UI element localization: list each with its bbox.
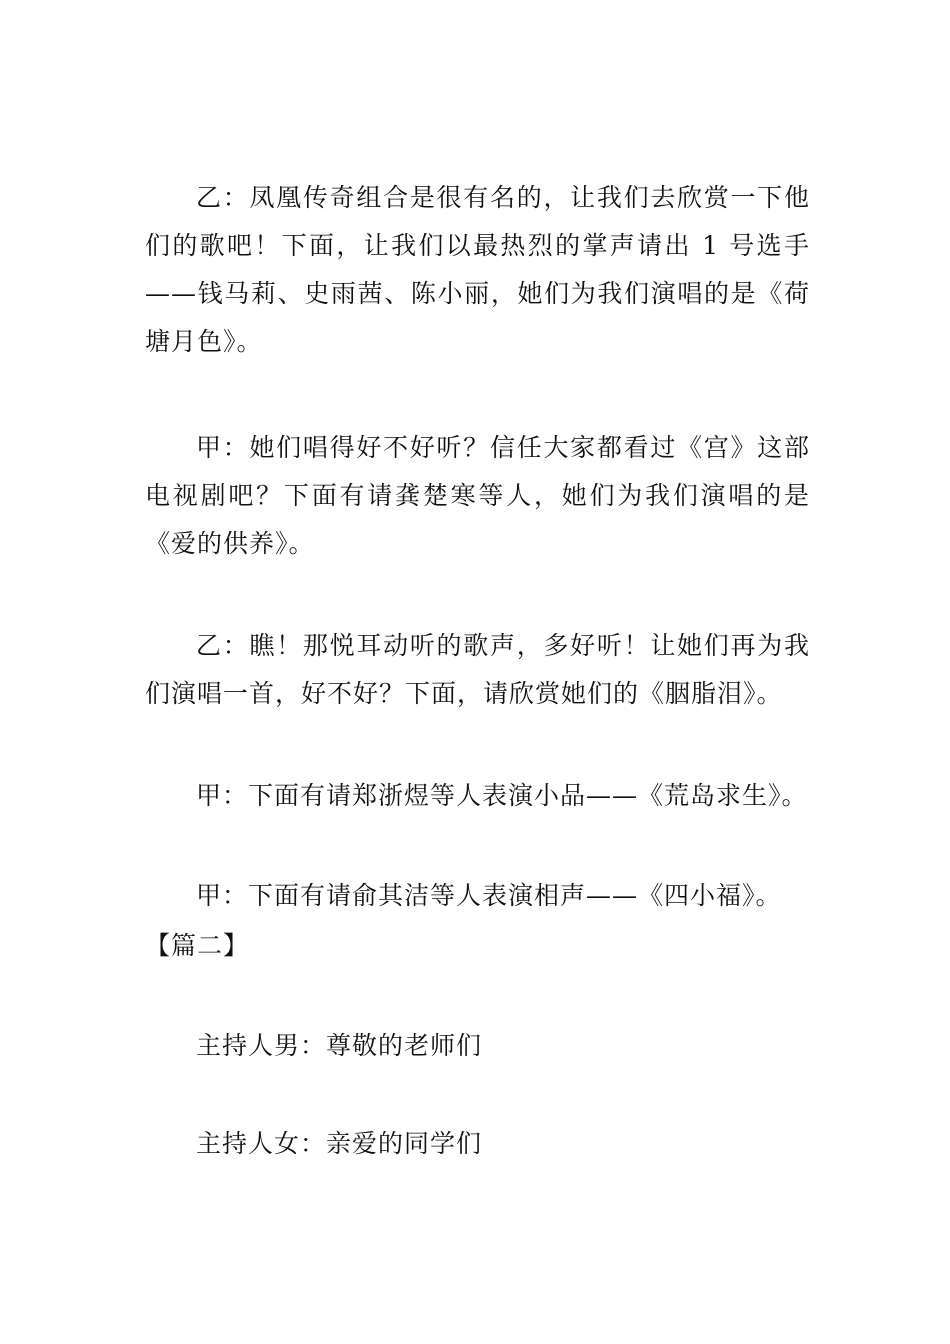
dialogue-paragraph: 主持人女：亲爱的同学们 — [196, 1129, 483, 1158]
dialogue-paragraph: 甲：下面有请俞其洁等人表演相声——《四小福》。 — [196, 881, 782, 910]
dialogue-paragraph: 乙：凤凰传奇组合是很有名的，让我们去欣赏一下他们的歌吧！下面，让我们以最热烈的掌声请出 1 号选手——钱马莉、史雨茜、陈小丽，她们为我们演唱的是《荷塘月色》。 — [145, 183, 810, 356]
dialogue-paragraph: 甲：下面有请郑浙煜等人表演小品——《荒岛求生》。 — [196, 781, 808, 810]
dialogue-paragraph: 主持人男：尊敬的老师们 — [196, 1031, 483, 1060]
section-heading: 【篇二】 — [145, 931, 250, 960]
dialogue-paragraph: 甲：她们唱得好不好听？信任大家都看过《宫》这部电视剧吧？下面有请龚楚寒等人，她们为我们演唱的是《爱的供养》。 — [145, 433, 810, 558]
dialogue-paragraph: 乙：瞧！那悦耳动听的歌声，多好听！让她们再为我们演唱一首，好不好？下面，请欣赏她们的《胭脂泪》。 — [145, 631, 810, 708]
